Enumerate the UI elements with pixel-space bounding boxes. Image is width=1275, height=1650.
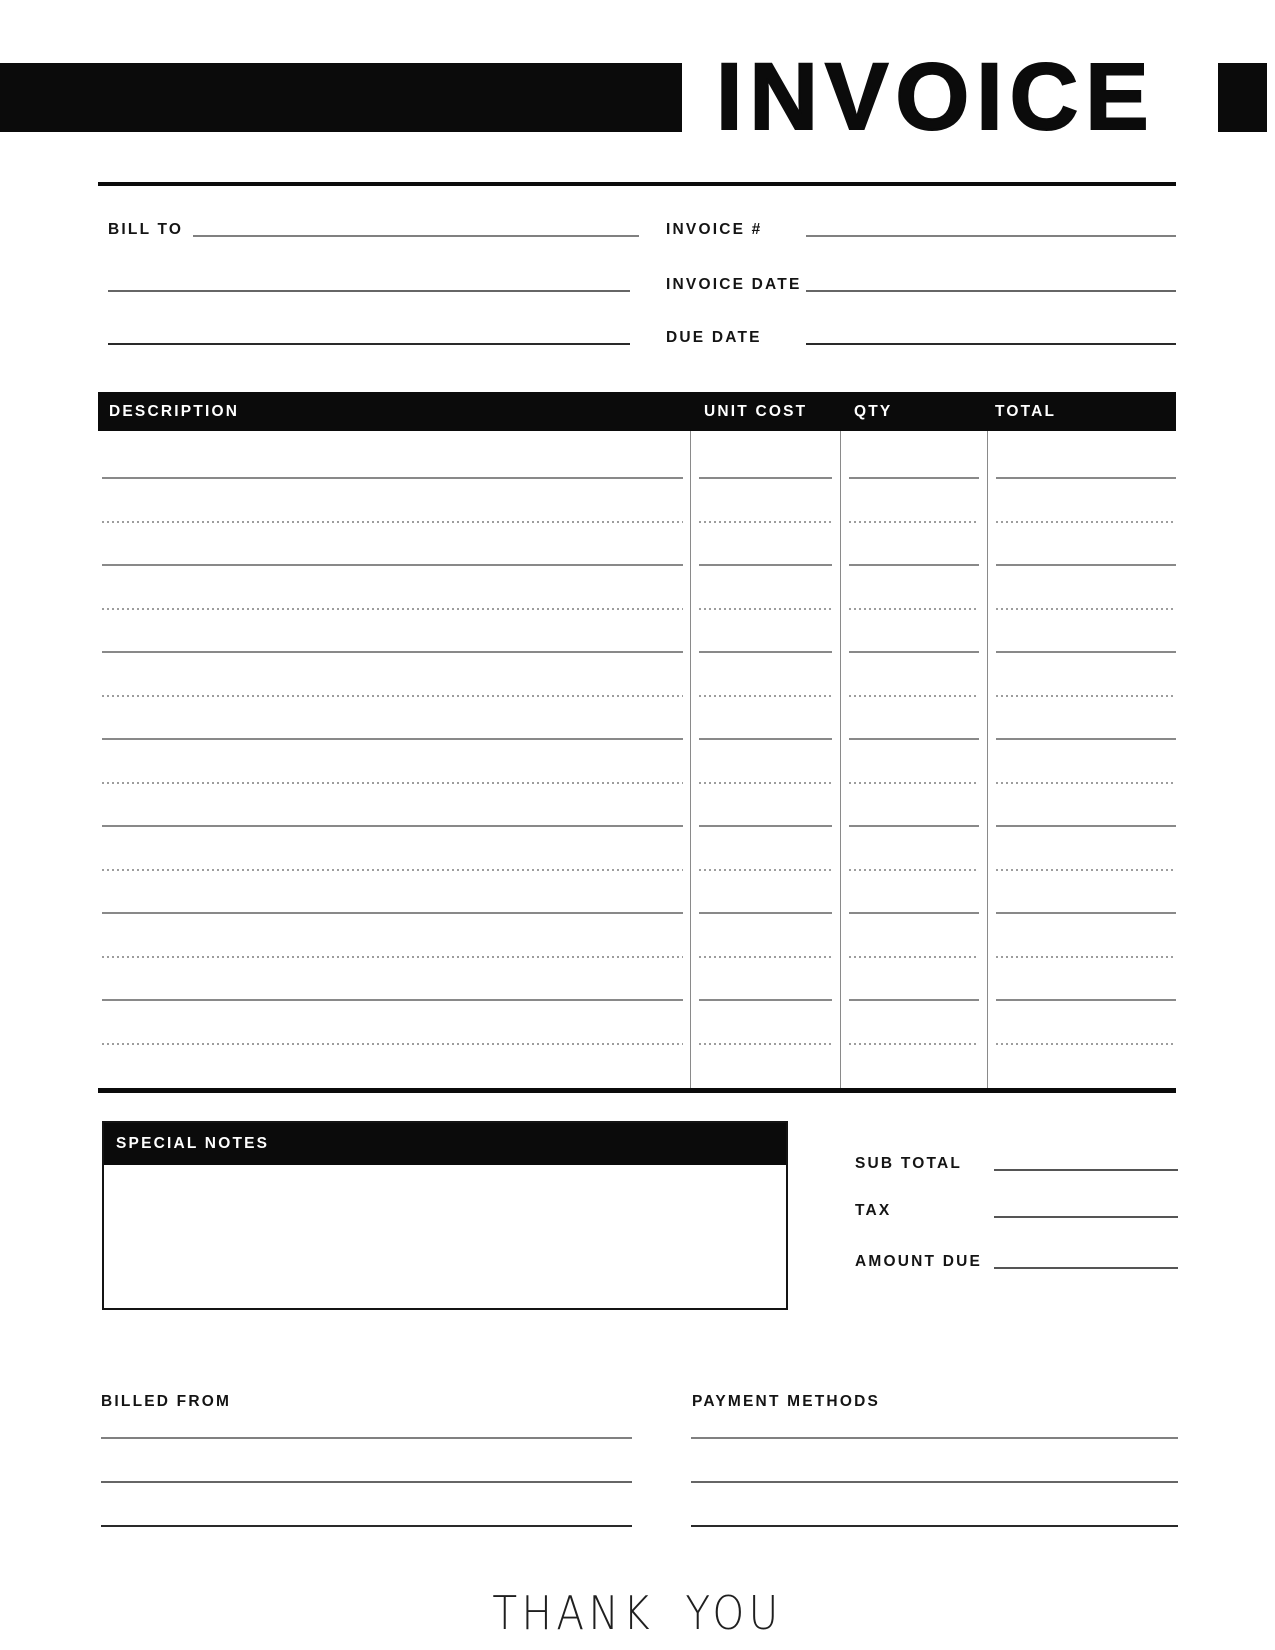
item-row bbox=[98, 913, 1176, 957]
item-cell bbox=[988, 565, 1176, 609]
sub-total-label: SUB TOTAL bbox=[855, 1155, 963, 1172]
items-table-body bbox=[98, 431, 1176, 1088]
payment-methods-line-3 bbox=[691, 1525, 1178, 1527]
header-rule bbox=[98, 182, 1176, 186]
item-cell bbox=[691, 652, 841, 696]
item-row bbox=[98, 609, 1176, 653]
item-cell bbox=[841, 431, 988, 478]
item-cell bbox=[98, 478, 691, 522]
due-date-label: DUE DATE bbox=[666, 329, 762, 346]
item-cell bbox=[691, 870, 841, 914]
item-cell bbox=[988, 609, 1176, 653]
item-row bbox=[98, 957, 1176, 1001]
item-cell bbox=[98, 1000, 691, 1044]
item-cell bbox=[98, 739, 691, 783]
item-cell bbox=[988, 957, 1176, 1001]
item-row bbox=[98, 652, 1176, 696]
items-table-header bbox=[98, 392, 1176, 431]
item-row bbox=[98, 565, 1176, 609]
items-table bbox=[98, 392, 1176, 1093]
item-cell bbox=[988, 522, 1176, 566]
bill-to-line-1 bbox=[193, 235, 639, 237]
item-cell bbox=[98, 652, 691, 696]
item-row bbox=[98, 431, 1176, 478]
item-cell bbox=[691, 1000, 841, 1044]
column-header-qty: QTY bbox=[854, 402, 893, 420]
header-black-square bbox=[1218, 63, 1267, 132]
item-cell bbox=[841, 1044, 988, 1088]
invoice-date-line bbox=[806, 290, 1176, 292]
item-cell bbox=[841, 565, 988, 609]
item-row bbox=[98, 478, 1176, 522]
bill-to-line-2 bbox=[108, 290, 630, 292]
item-cell bbox=[691, 783, 841, 827]
item-row bbox=[98, 1000, 1176, 1044]
item-cell bbox=[841, 478, 988, 522]
item-cell bbox=[691, 739, 841, 783]
item-cell bbox=[98, 913, 691, 957]
item-cell bbox=[841, 609, 988, 653]
item-cell bbox=[98, 522, 691, 566]
item-cell bbox=[98, 826, 691, 870]
item-cell bbox=[988, 431, 1176, 478]
item-cell bbox=[841, 652, 988, 696]
item-cell bbox=[691, 431, 841, 478]
item-cell bbox=[988, 478, 1176, 522]
item-cell bbox=[988, 739, 1176, 783]
bill-to-label: BILL TO bbox=[108, 221, 184, 238]
column-header-total: TOTAL bbox=[995, 402, 1057, 420]
item-cell bbox=[98, 870, 691, 914]
special-notes-label: SPECIAL NOTES bbox=[116, 1135, 270, 1152]
item-cell bbox=[691, 1044, 841, 1088]
billed-from-label: BILLED FROM bbox=[101, 1393, 232, 1410]
payment-methods-label: PAYMENT METHODS bbox=[692, 1393, 881, 1410]
item-cell bbox=[988, 652, 1176, 696]
invoice-number-label: INVOICE # bbox=[666, 221, 763, 238]
item-cell bbox=[98, 957, 691, 1001]
special-notes-header bbox=[104, 1123, 786, 1165]
item-cell bbox=[691, 696, 841, 740]
invoice-number-line bbox=[806, 235, 1176, 237]
item-cell bbox=[988, 913, 1176, 957]
invoice-date-label: INVOICE DATE bbox=[666, 276, 802, 293]
item-row bbox=[98, 783, 1176, 827]
item-row bbox=[98, 826, 1176, 870]
item-cell bbox=[98, 431, 691, 478]
column-header-unit-cost: UNIT COST bbox=[704, 402, 808, 420]
item-row bbox=[98, 696, 1176, 740]
billed-from-line-2 bbox=[101, 1481, 632, 1483]
item-cell bbox=[988, 696, 1176, 740]
item-cell bbox=[691, 565, 841, 609]
item-cell bbox=[98, 565, 691, 609]
thank-you-text: THANK YOU bbox=[492, 1586, 783, 1640]
item-cell bbox=[841, 696, 988, 740]
tax-line bbox=[994, 1216, 1178, 1218]
item-row-filler bbox=[98, 1044, 1176, 1088]
item-cell bbox=[841, 826, 988, 870]
sub-total-line bbox=[994, 1169, 1178, 1171]
billed-from-line-3 bbox=[101, 1525, 632, 1527]
item-cell bbox=[98, 1044, 691, 1088]
payment-methods-line-2 bbox=[691, 1481, 1178, 1483]
item-cell bbox=[98, 783, 691, 827]
item-cell bbox=[691, 522, 841, 566]
invoice-title: INVOICE bbox=[716, 44, 1156, 150]
item-cell bbox=[988, 1000, 1176, 1044]
payment-methods-line-1 bbox=[691, 1437, 1178, 1439]
item-cell bbox=[988, 783, 1176, 827]
column-header-description: DESCRIPTION bbox=[109, 402, 240, 420]
item-row bbox=[98, 870, 1176, 914]
item-row bbox=[98, 739, 1176, 783]
item-cell bbox=[988, 826, 1176, 870]
item-row bbox=[98, 522, 1176, 566]
item-cell bbox=[691, 957, 841, 1001]
special-notes-area bbox=[104, 1165, 786, 1308]
special-notes-box bbox=[102, 1121, 788, 1310]
tax-label: TAX bbox=[855, 1202, 892, 1219]
item-cell bbox=[841, 1000, 988, 1044]
table-bottom-rule bbox=[98, 1088, 1176, 1093]
header-black-bar bbox=[0, 63, 682, 132]
item-cell bbox=[691, 609, 841, 653]
amount-due-label: AMOUNT DUE bbox=[855, 1253, 983, 1270]
item-cell bbox=[841, 522, 988, 566]
item-cell bbox=[98, 696, 691, 740]
item-cell bbox=[841, 913, 988, 957]
due-date-line bbox=[806, 343, 1176, 345]
amount-due-line bbox=[994, 1267, 1178, 1269]
item-cell bbox=[841, 783, 988, 827]
item-cell bbox=[841, 957, 988, 1001]
item-cell bbox=[691, 826, 841, 870]
billed-from-line-1 bbox=[101, 1437, 632, 1439]
item-cell bbox=[988, 1044, 1176, 1088]
bill-to-line-3 bbox=[108, 343, 630, 345]
item-cell bbox=[691, 478, 841, 522]
item-cell bbox=[841, 870, 988, 914]
item-cell bbox=[841, 739, 988, 783]
item-cell bbox=[98, 609, 691, 653]
item-cell bbox=[988, 870, 1176, 914]
item-cell bbox=[691, 913, 841, 957]
